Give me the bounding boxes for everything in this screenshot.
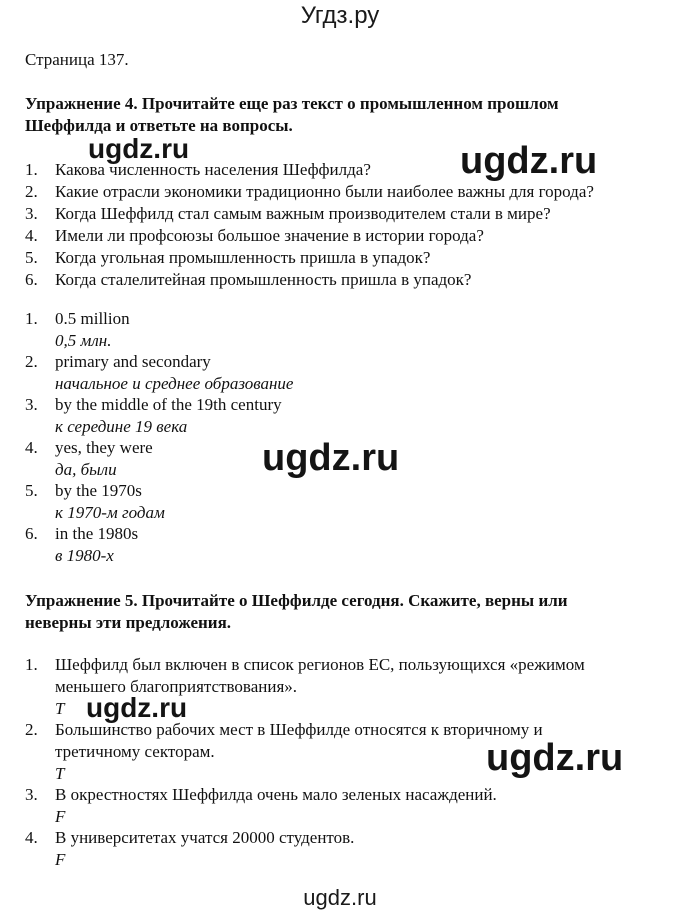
exercise-5-heading-line-1: Упражнение 5. Прочитайте о Шеффилде сегодня. Скажите, верны или bbox=[25, 591, 568, 610]
list-item bbox=[25, 480, 665, 502]
question-text: Когда Шеффилд стал самым важным производителем стали в мире? bbox=[55, 204, 551, 223]
statement-text: Шеффилд был включен в список регионов ЕС, пользующихся «режимом bbox=[55, 655, 585, 674]
exercise-4-heading-line-2: Шеффилда и ответьте на вопросы. bbox=[25, 116, 293, 135]
item-number: 2. bbox=[25, 720, 38, 739]
answer-text: yes, they were bbox=[55, 438, 153, 457]
list-item bbox=[25, 654, 665, 676]
list-item bbox=[25, 351, 665, 373]
item-number: 6. bbox=[25, 524, 38, 543]
item-number: 4. bbox=[25, 226, 38, 245]
list-item bbox=[25, 523, 665, 545]
item-number: 5. bbox=[25, 481, 38, 500]
true-false-answer: T bbox=[55, 699, 65, 718]
answer-text: in the 1980s bbox=[55, 524, 139, 543]
list-item bbox=[25, 203, 665, 225]
list-item bbox=[25, 247, 665, 269]
item-number: 6. bbox=[25, 270, 38, 289]
answer-text: by the middle of the 19th century bbox=[55, 395, 282, 414]
list-item bbox=[25, 181, 665, 203]
list-item bbox=[25, 269, 665, 291]
exercise-4-heading-line-1: Упражнение 4. Прочитайте еще раз текст о промышленном прошлом bbox=[25, 94, 559, 113]
answer-text: primary and secondary bbox=[55, 352, 211, 371]
answer-translation: к 1970-м годам bbox=[55, 503, 165, 522]
true-false-answer: F bbox=[55, 807, 66, 826]
item-number: 1. bbox=[25, 655, 38, 674]
exercise-5-heading-line-2: неверны эти предложения. bbox=[25, 613, 232, 632]
watermark: ugdz.ru bbox=[88, 133, 190, 164]
statement-text-continued: меньшего благоприятствования». bbox=[55, 677, 298, 696]
exercise-5-heading bbox=[25, 590, 655, 634]
site-footer: ugdz.ru bbox=[303, 885, 377, 910]
list-item bbox=[25, 394, 665, 416]
answer-translation: начальное и среднее образование bbox=[55, 374, 294, 393]
true-false-answer: T bbox=[55, 764, 65, 783]
exercise-4-heading bbox=[25, 93, 655, 137]
true-false-answer: F bbox=[55, 850, 66, 869]
page-number: Страница 137. bbox=[25, 50, 129, 69]
statement-text-continued: третичному секторам. bbox=[55, 742, 215, 761]
list-item bbox=[25, 308, 665, 330]
statement-text: В окрестностях Шеффилда очень мало зеленых насаждений. bbox=[55, 785, 497, 804]
item-number: 2. bbox=[25, 352, 38, 371]
statement-text: В университетах учатся 20000 студентов. bbox=[55, 828, 355, 847]
question-text: Какие отрасли экономики традиционно были наиболее важны для города? bbox=[55, 182, 594, 201]
answer-translation: в 1980-х bbox=[55, 546, 114, 565]
item-number: 2. bbox=[25, 182, 38, 201]
item-number: 3. bbox=[25, 204, 38, 223]
answer-translation: 0,5 млн. bbox=[55, 331, 112, 350]
question-text: Имели ли профсоюзы большое значение в истории города? bbox=[55, 226, 484, 245]
site-header: Угдз.ру bbox=[300, 2, 380, 29]
item-number: 3. bbox=[25, 785, 38, 804]
item-number: 4. bbox=[25, 828, 38, 847]
item-number: 1. bbox=[25, 309, 38, 328]
watermark: ugdz.ru bbox=[486, 737, 624, 779]
watermark: ugdz.ru bbox=[460, 140, 598, 182]
answer-text: by the 1970s bbox=[55, 481, 142, 500]
list-item bbox=[25, 225, 665, 247]
list-item bbox=[25, 827, 665, 849]
item-number: 3. bbox=[25, 395, 38, 414]
item-number: 1. bbox=[25, 160, 38, 179]
watermark: ugdz.ru bbox=[262, 437, 400, 479]
item-number: 4. bbox=[25, 438, 38, 457]
answer-text: 0.5 million bbox=[55, 309, 130, 328]
question-text: Когда сталелитейная промышленность пришла в упадок? bbox=[55, 270, 472, 289]
list-item bbox=[25, 784, 665, 806]
answer-translation: да, были bbox=[55, 460, 117, 479]
question-text: Когда угольная промышленность пришла в упадок? bbox=[55, 248, 431, 267]
statement-text: Большинство рабочих мест в Шеффилде относятся к вторичному и bbox=[55, 720, 543, 739]
question-text: Какова численность населения Шеффилда? bbox=[55, 160, 371, 179]
answer-translation: к середине 19 века bbox=[55, 417, 188, 436]
watermark: ugdz.ru bbox=[86, 692, 188, 723]
item-number: 5. bbox=[25, 248, 38, 267]
